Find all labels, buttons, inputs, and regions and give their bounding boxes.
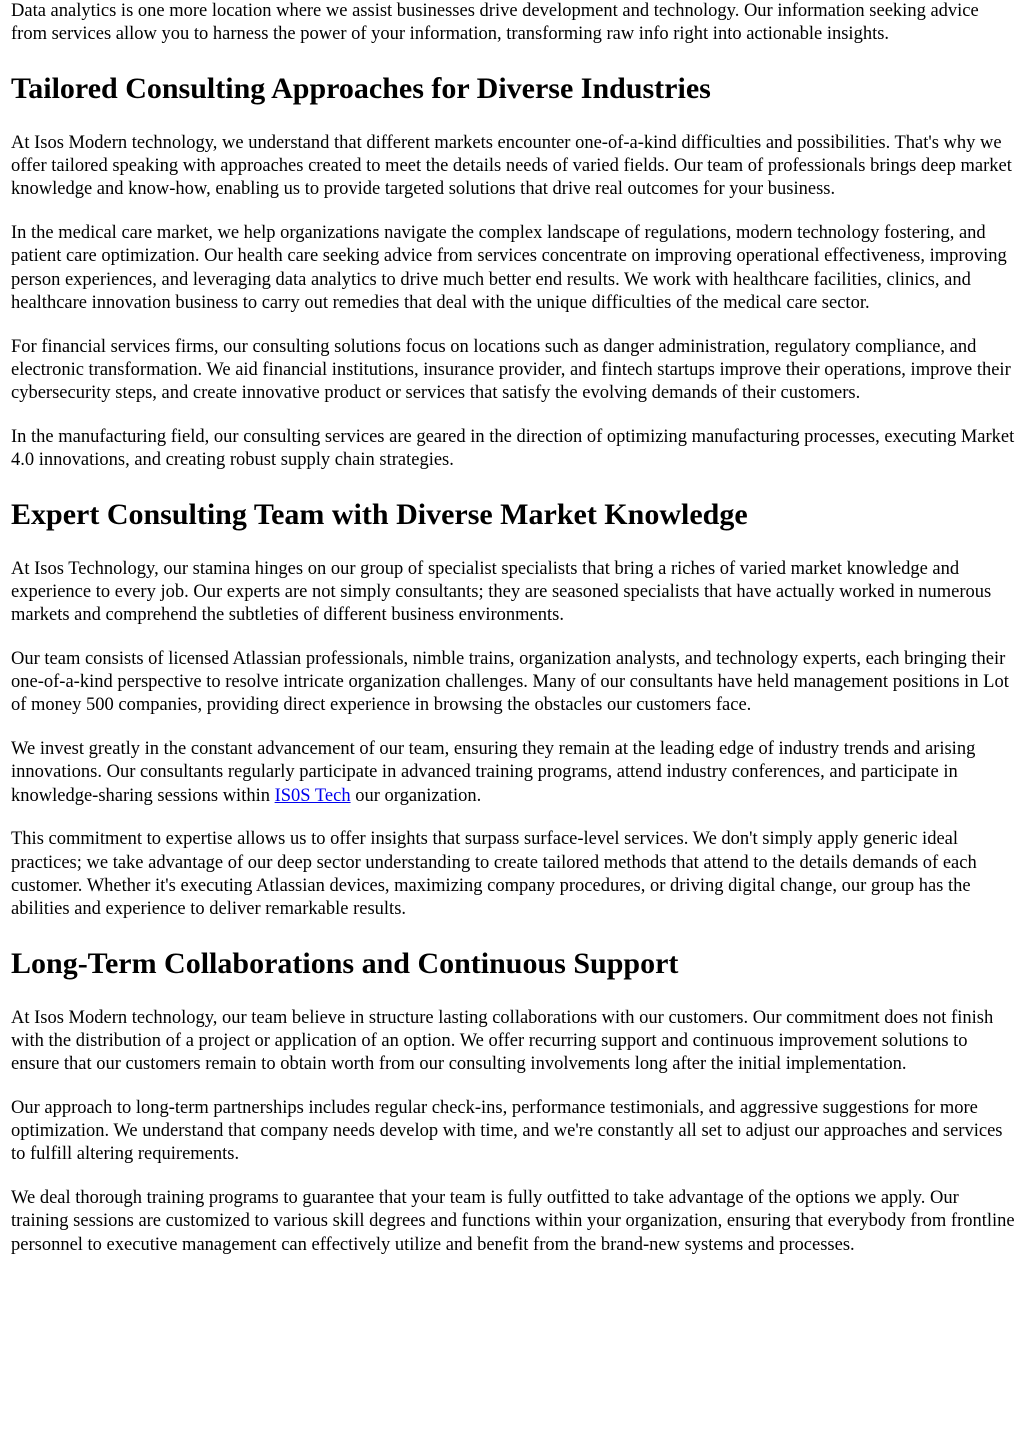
paragraph-training-programs: We deal thorough training programs to guarantee that your team is fully outfitted to take advantage of the options we apply. Our training sessions are customized to various skill degrees and functions within your organization, ensuring that everybody from frontline personnel to executive management can effectively utilize and benefit from the brand-new systems and processes. [11,1188,1015,1255]
paragraph-expertise-commitment: This commitment to expertise allows us to offer insights that surpass surface-level services. We don't simply apply generic ideal practices; we take advantage of our deep sector understanding to create tailored methods that attend to the details demands of each customer. Whether it's executing Atlassian devices, maximizing company procedures, or driving digital change, our group has the abilities and experience to deliver remarkable results. [11,829,977,920]
section-heading-expert-team: Expert Consulting Team with Diverse Market Knowledge [11,498,748,532]
section-heading-long-term: Long-Term Collaborations and Continuous Support [11,947,679,981]
team-investment-text: We invest greatly in the constant advancement of our team, ensuring they remain at the leading edge of industry trends and arising innovations. Our consultants regularly participate in advanced training programs, attend industry conferences, and participate in knowledge-sharing sessions within [11,739,976,806]
paragraph-industries-overview: At Isos Modern technology, we understand that different markets encounter one-of-a-kind difficulties and possibilities. That's why we offer tailored speaking with approaches created to meet the details needs of varied fields. Our team of professionals brings deep market knowledge and know-how, enabling us to provide targeted solutions that drive real outcomes for your business. [11,133,1012,200]
paragraph-partnerships: At Isos Modern technology, our team believe in structure lasting collaborations with our customers. Our commitment does not finish with the distribution of a project or application of an option. We offer recurring support and continuous improvement solutions to ensure that our customers remain to obtain worth from our consulting involvements long after the initial implementation. [11,1007,994,1075]
paragraph-team-investment [11,738,1016,808]
isos-tech-link[interactable]: IS0S Tech [274,785,351,806]
paragraph-financial-services: For financial services firms, our consulting solutions focus on locations such as danger administration, regulatory compliance, and electronic transformation. We aid financial institutions, insurance provider, and fintech startups improve their operations, improve their cybersecurity steps, and create innovative product or services that satisfy the evolving demands of their customers. [11,336,1011,404]
section-heading-tailored-consulting: Tailored Consulting Approaches for Diverse Industries [11,72,711,106]
paragraph-manufacturing: In the manufacturing field, our consulting services are geared in the direction of optimizing manufacturing processes, executing Market 4.0 innovations, and creating robust supply chain strategies. [11,426,1015,471]
paragraph-team-composition: Our team consists of licensed Atlassian professionals, nimble trains, organization analysts, and technology experts, each bringing their one-of-a-kind perspective to resolve intricate organization challenges. Many of our consultants have held management positions in Lot of money 500 companies, providing direct experience in browsing the obstacles our customers face. [11,649,1009,716]
paragraph-healthcare: In the medical care market, we help organizations navigate the complex landscape of regulations, modern technology fostering, and patient care optimization. Our health care seeking advice from services concentrate on improving operational effectiveness, improving person experiences, and leveraging data analytics to drive much better end results. We work with healthcare facilities, clinics, and healthcare innovation business to carry out remedies that deal with the unique difficulties of the medical care sector. [11,223,1007,313]
paragraph-partnership-approach: Our approach to long-term partnerships includes regular check-ins, performance testimonials, and aggressive suggestions for more optimization. We understand that company needs develop with time, and we're constantly all set to adjust our approaches and services to fulfill altering requirements. [11,1098,1003,1165]
team-investment-text-end: our organization. [350,785,482,806]
intro-paragraph: Data analytics is one more location where we assist businesses drive development and technology. Our information seeking advice from services allow you to harness the power of your information, transforming raw info right into actionable insights. [11,1,979,45]
paragraph-team-strength: At Isos Technology, our stamina hinges on our group of specialist specialists that bring a riches of varied market knowledge and experience to every job. Our experts are not simply consultants; they are seasoned specialists that have actually worked in numerous markets and comprehend the subtleties of different business environments. [11,558,992,626]
